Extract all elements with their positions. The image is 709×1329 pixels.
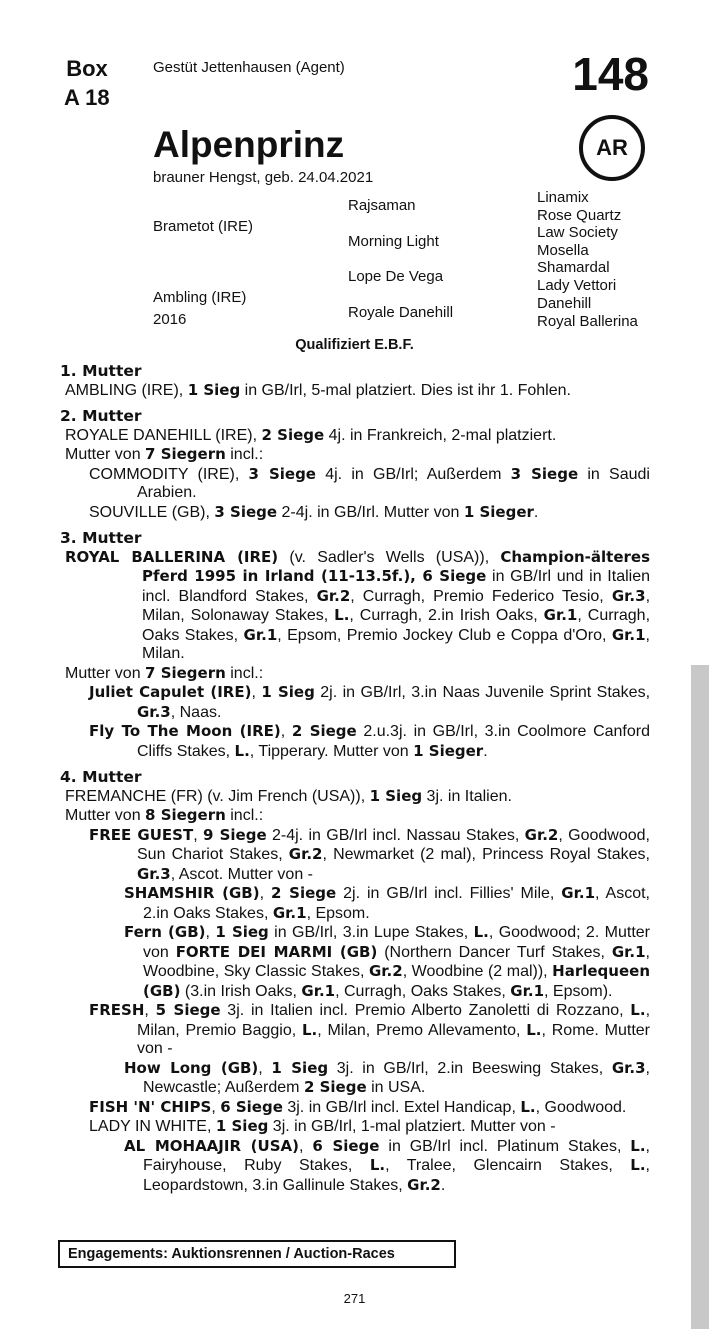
pedigree-ggp: Danehill — [537, 295, 592, 312]
pedigree-dam-year: 2016 — [153, 311, 187, 328]
entry-commodity: COMMODITY (IRE), 3 Siege 4j. in GB/Irl; Außerdem 3 Siege in Saudi Arabien. — [89, 464, 650, 501]
pedigree-ggp: Rose Quartz — [537, 207, 622, 224]
heading-1st-dam: 1. Mutter — [60, 362, 142, 380]
mother-of-line: Mutter von 8 Siegern incl.: — [65, 806, 264, 824]
entry-free-guest: FREE GUEST, 9 Siege 2-4j. in GB/Irl incl. Nassau Stakes, Gr.2, Goodwood, Sun Chariot Stakes, Gr.2, Newmarket (2 mal), Princess Royal Stakes, Gr.3, Ascot. Mutter von - — [89, 825, 650, 883]
pedigree-ggp: Shamardal — [537, 259, 610, 276]
entry-how-long: How Long (GB), 1 Sieg 3j. in GB/Irl, 2.in Beeswing Stakes, Gr.3, Newcastle; Außerdem 2 Siege in USA. — [124, 1058, 650, 1096]
entry-royal-ballerina: ROYAL BALLERINA (IRE) (v. Sadler's Wells (USA)), Champion-älteres Pferd 1995 in Irland (11-13.5f.), 6 Siege in GB/Irl und in Italien incl. Blandford Stakes, Gr.2, Curragh, Premio Federico Tesio, Gr.3, Milan, Solonaway Stakes, L., Curragh, 2.in Irish Oaks, Gr.1, Curragh, Oaks Stakes, Gr.1, Epsom, Premio Jockey Club e Coppa d'Oro, Gr.1, Milan. — [65, 547, 651, 662]
entry-fly-to-the-moon: Fly To The Moon (IRE), 2 Siege 2.u.3j. in GB/Irl, 3.in Coolmore Canford Cliffs Stakes, L., Tipperary. Mutter von 1 Sieger. — [89, 722, 651, 760]
entry-shamshir: SHAMSHIR (GB), 2 Siege 2j. in GB/Irl incl. Fillies' Mile, Gr.1, Ascot, 2.in Oaks Stakes, Gr.1, Epsom. — [124, 884, 650, 922]
qualification: Qualifiziert E.B.F. — [295, 337, 414, 353]
pedigree-ggp: Mosella — [537, 242, 589, 259]
pedigree-ggp: Law Society — [537, 224, 618, 241]
agent: Gestüt Jettenhausen (Agent) — [153, 59, 345, 76]
entry-al-mohaajir: AL MOHAAJIR (USA), 6 Siege in GB/Irl incl. Platinum Stakes, L., Fairyhouse, Ruby Stakes, L., Tralee, Glencairn Stakes, L., Leopardstown, 3.in Gallinule Stakes, Gr.2. — [124, 1136, 650, 1194]
pedigree-ggp: Lady Vettori — [537, 277, 617, 294]
family-section — [60, 362, 650, 1195]
pedigree-ggp: Linamix — [537, 189, 589, 206]
mother-of-line: Mutter von 7 Siegern incl.: — [65, 663, 264, 682]
pedigree-gp: Rajsaman — [348, 197, 416, 214]
horse-description: brauner Hengst, geb. 24.04.2021 — [153, 169, 374, 186]
pedigree-dam: Ambling (IRE) — [153, 289, 247, 306]
engagements-box: Engagements: Auktionsrennen / Auction-Races — [58, 1240, 456, 1268]
entry-juliet-capulet: Juliet Capulet (IRE), 1 Sieg 2j. in GB/Irl, 3.in Naas Juvenile Sprint Stakes, Gr.3, Naas. — [89, 683, 651, 721]
entry-fern: Fern (GB), 1 Sieg in GB/Irl, 3.in Lupe Stakes, L., Goodwood; 2. Mutter von FORTE DEI MARMI (GB) (Northern Dancer Turf Stakes, Gr.1, Woodbine, Sky Classic Stakes, Gr.2, Woodbine (2 mal)), Harlequeen (GB) (3.in Irish Oaks, Gr.1, Curragh, Oaks Stakes, Gr.1, Epsom). — [124, 923, 651, 1000]
entry-1st-dam: AMBLING (IRE), 1 Sieg in GB/Irl, 5-mal platziert. Dies ist ihr 1. Fohlen. — [65, 380, 571, 399]
box-label — [64, 54, 124, 112]
page-number: 271 — [343, 1291, 366, 1306]
horse-name: Alpenprinz — [153, 124, 345, 165]
heading-2nd-dam: 2. Mutter — [60, 407, 142, 425]
heading-3rd-dam: 3. Mutter — [60, 529, 142, 547]
box-line-1: Box — [66, 56, 108, 81]
entry-fish-n-chips: FISH 'N' CHIPS, 6 Siege 3j. in GB/Irl incl. Extel Handicap, L., Goodwood. — [89, 1097, 627, 1116]
heading-4th-dam: 4. Mutter — [60, 768, 142, 786]
ar-badge: AR — [579, 115, 645, 181]
lot-number: 148 — [572, 48, 649, 100]
scrollbar[interactable] — [691, 665, 709, 1329]
pedigree-gp: Lope De Vega — [348, 268, 444, 285]
entry-2nd-dam: ROYALE DANEHILL (IRE), 2 Siege 4j. in Frankreich, 2-mal platziert. — [65, 425, 557, 444]
pedigree-gp: Royale Danehill — [348, 304, 454, 321]
entry-lady-in-white: LADY IN WHITE, 1 Sieg 3j. in GB/Irl, 1-mal platziert. Mutter von - — [89, 1117, 556, 1135]
box-line-2: A 18 — [64, 85, 110, 110]
pedigree-gp: Morning Light — [348, 233, 439, 250]
pedigree-sire: Brametot (IRE) — [153, 218, 254, 235]
entry-fresh: FRESH, 5 Siege 3j. in Italien incl. Premio Alberto Zanoletti di Rozzano, L., Milan, Premio Baggio, L., Milan, Premo Allevamento, L., Rome. Mutter von - — [89, 1001, 651, 1057]
entry-souville: SOUVILLE (GB), 3 Siege 2-4j. in GB/Irl. Mutter von 1 Sieger. — [89, 502, 539, 521]
pedigree-ggp: Royal Ballerina — [537, 313, 638, 330]
entry-4th-dam: FREMANCHE (FR) (v. Jim French (USA)), 1 Sieg 3j. in Italien. — [65, 786, 512, 805]
mother-of-line: Mutter von 7 Siegern incl.: — [65, 445, 264, 463]
